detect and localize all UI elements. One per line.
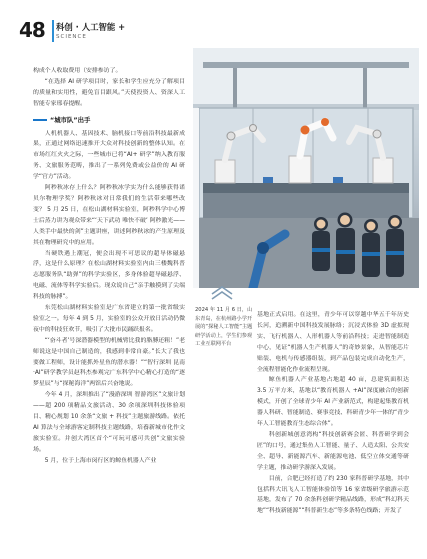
subheading-text: “城市队”出手: [50, 115, 91, 124]
paragraph: 东莞松山湖材料实验室是广东省建立的第一批省级实验室之一。每年 4 到 5 月，实验室的公众开放日活动仍微夜中的科技狂欢节，吸引了大批市民踊跃报名。: [33, 305, 185, 333]
paragraph: 科创新城创意湾构“科技创新赛会匿、科普研学到会匠”的口号，通过集鱼人工智能、量子、人造太阳、公共安全、超导、新能源汽车、新能源电池、低空立体交通等研学主题，推动研学游深入发展。: [257, 431, 409, 471]
paragraph: 人机机器人、基因技术、脑机接口等前沿科技最新成果，正通过网络迅速推开大众对科技创新的整体认知。在市场红红火火之际，一些城市已将“AI+ 研学”纳入教育服务、文旅服务范畴，推出了一系列免费或公益价的 AI 研学“官方”活动。: [33, 130, 185, 181]
caption-arrow-icon: [209, 284, 235, 300]
photo-caption: [195, 282, 257, 372]
subheading: [33, 115, 185, 126]
right-text-column: [257, 310, 409, 517]
paragraph: 鲸鱼机器人产业基地占地超 40 亩，总建筑面积达 3.5 万平方米，基地以“教育机器人 +AI”深度融合的创新模式，开创了全球青少年 AI 产业新范式，构建起集教育机器人科研、智能制造、赛事竞技、科研青少年一体的“青少年人工智能教育生态综合体”。: [257, 377, 409, 428]
paragraph: 目前，合肥已经打造了约 230 家科普研学基地，其中包括科大讯飞人工智能体验馆等 16 家省级研学旅游示范基地，发布了 70 余条科创研学精品线路，形成“科幻科天地”“科技新能源”“科普新生态”等多条特色线路；开发了: [257, 475, 409, 515]
paragraph: “‘奋斗者’号深潜器模型的机械臂比我的胳膊还粗！”老师说这是中国自己制造的，我感到非常自豪。”长大了我也要做工程师，设计能抓外星鱼的潜水器！”“智行深圳 昆南·AI”研学教学员赵科杰参观完广东科学中心精心打造的“逐梦星辰”与“探秘海洋”两馆后兴奋地说。: [33, 337, 185, 388]
caption-text: 2024 年 11 月 6 日，山东青岛，在杭州路小学开展的“探秘人工智能”主题研学活动上，学生们参观工业互联网平台: [195, 307, 253, 348]
header-accent-bar: [52, 20, 54, 42]
paragraph: “在选择 AI 研学项目时，家长和学生应充分了解项目的质量和实用性，避免盲目跟风。”天使投资人、资深人工智能专家邢春提醒。: [33, 78, 185, 107]
paragraph: 构成个人收取费用（安排参访了。: [33, 68, 122, 74]
paragraph: 5 月，位于上海市闵行区的鲸鱼机器人产业: [44, 457, 157, 464]
subheading-bar: [33, 119, 47, 121]
robot-lab-photo: [193, 48, 419, 288]
paragraph: 阿秒秋冰存上什么？阿秒秋冰学实为什么能够获得诺贝尔物理学奖？阿秒秋冰对日常我们的生活带来哪些改变？ 5 月 25 日，在松山湖材料实验室，阿秒科学中心博士后蒸力讲为观众带来“‘天下武功 唯快不破’ 阿秒激光——人类手中最快的剑”主题讲座，讲述阿秒秋冰的产生原理及其在物理研究中的应用。: [33, 185, 185, 246]
page-number: 48: [19, 18, 45, 42]
photo-illustration: [193, 48, 419, 288]
left-text-column: [33, 66, 185, 467]
section-title-en: SCIENCE: [56, 34, 87, 40]
paragraph: 当硬铁遇上潮冠，便会出现不可思议的超导体磁悬浮，这是什么原理？在松山湖材料实验室内由三楼魏科普志愿服务队“助弹”的科学实验区，多身体验超导磁悬浮、电磁、流体等科学实验后。现众说自己“亲手触摸到了尖端科技的脉搏”。: [33, 250, 185, 301]
paragraph: 今年 4 月，深圳推出了“漫游深圳 智游湾区”文旅计划——超 200 项精品文旅活动、30 余项深圳科技体验项目、精心规划 10 余条“文旅 + 科技”主题旅游线路。依托 AI 算法与全球游客定制科技主题线路，培養新城市化作文旅实验室。并创大湾区首个“可玩可感可共创”文旅实验场。: [33, 392, 185, 453]
section-title: 科创 · 人工智能 +: [56, 22, 126, 32]
paragraph: 基地正式启用。在这里，青少年可以穿越中华五千年历史长河，追溯新中国科技发展脉络；沉浸式体验 3D 虚拟现实、飞行机器人、人形机器人等前沿科技；走进智能制造中心，见证“机器人生产机器人”的奇妙景象，从智能芯片贴装、电机与传感器组装，到产品包装完成自动化生产，全流程智能化作业流程呈现。: [257, 312, 409, 373]
